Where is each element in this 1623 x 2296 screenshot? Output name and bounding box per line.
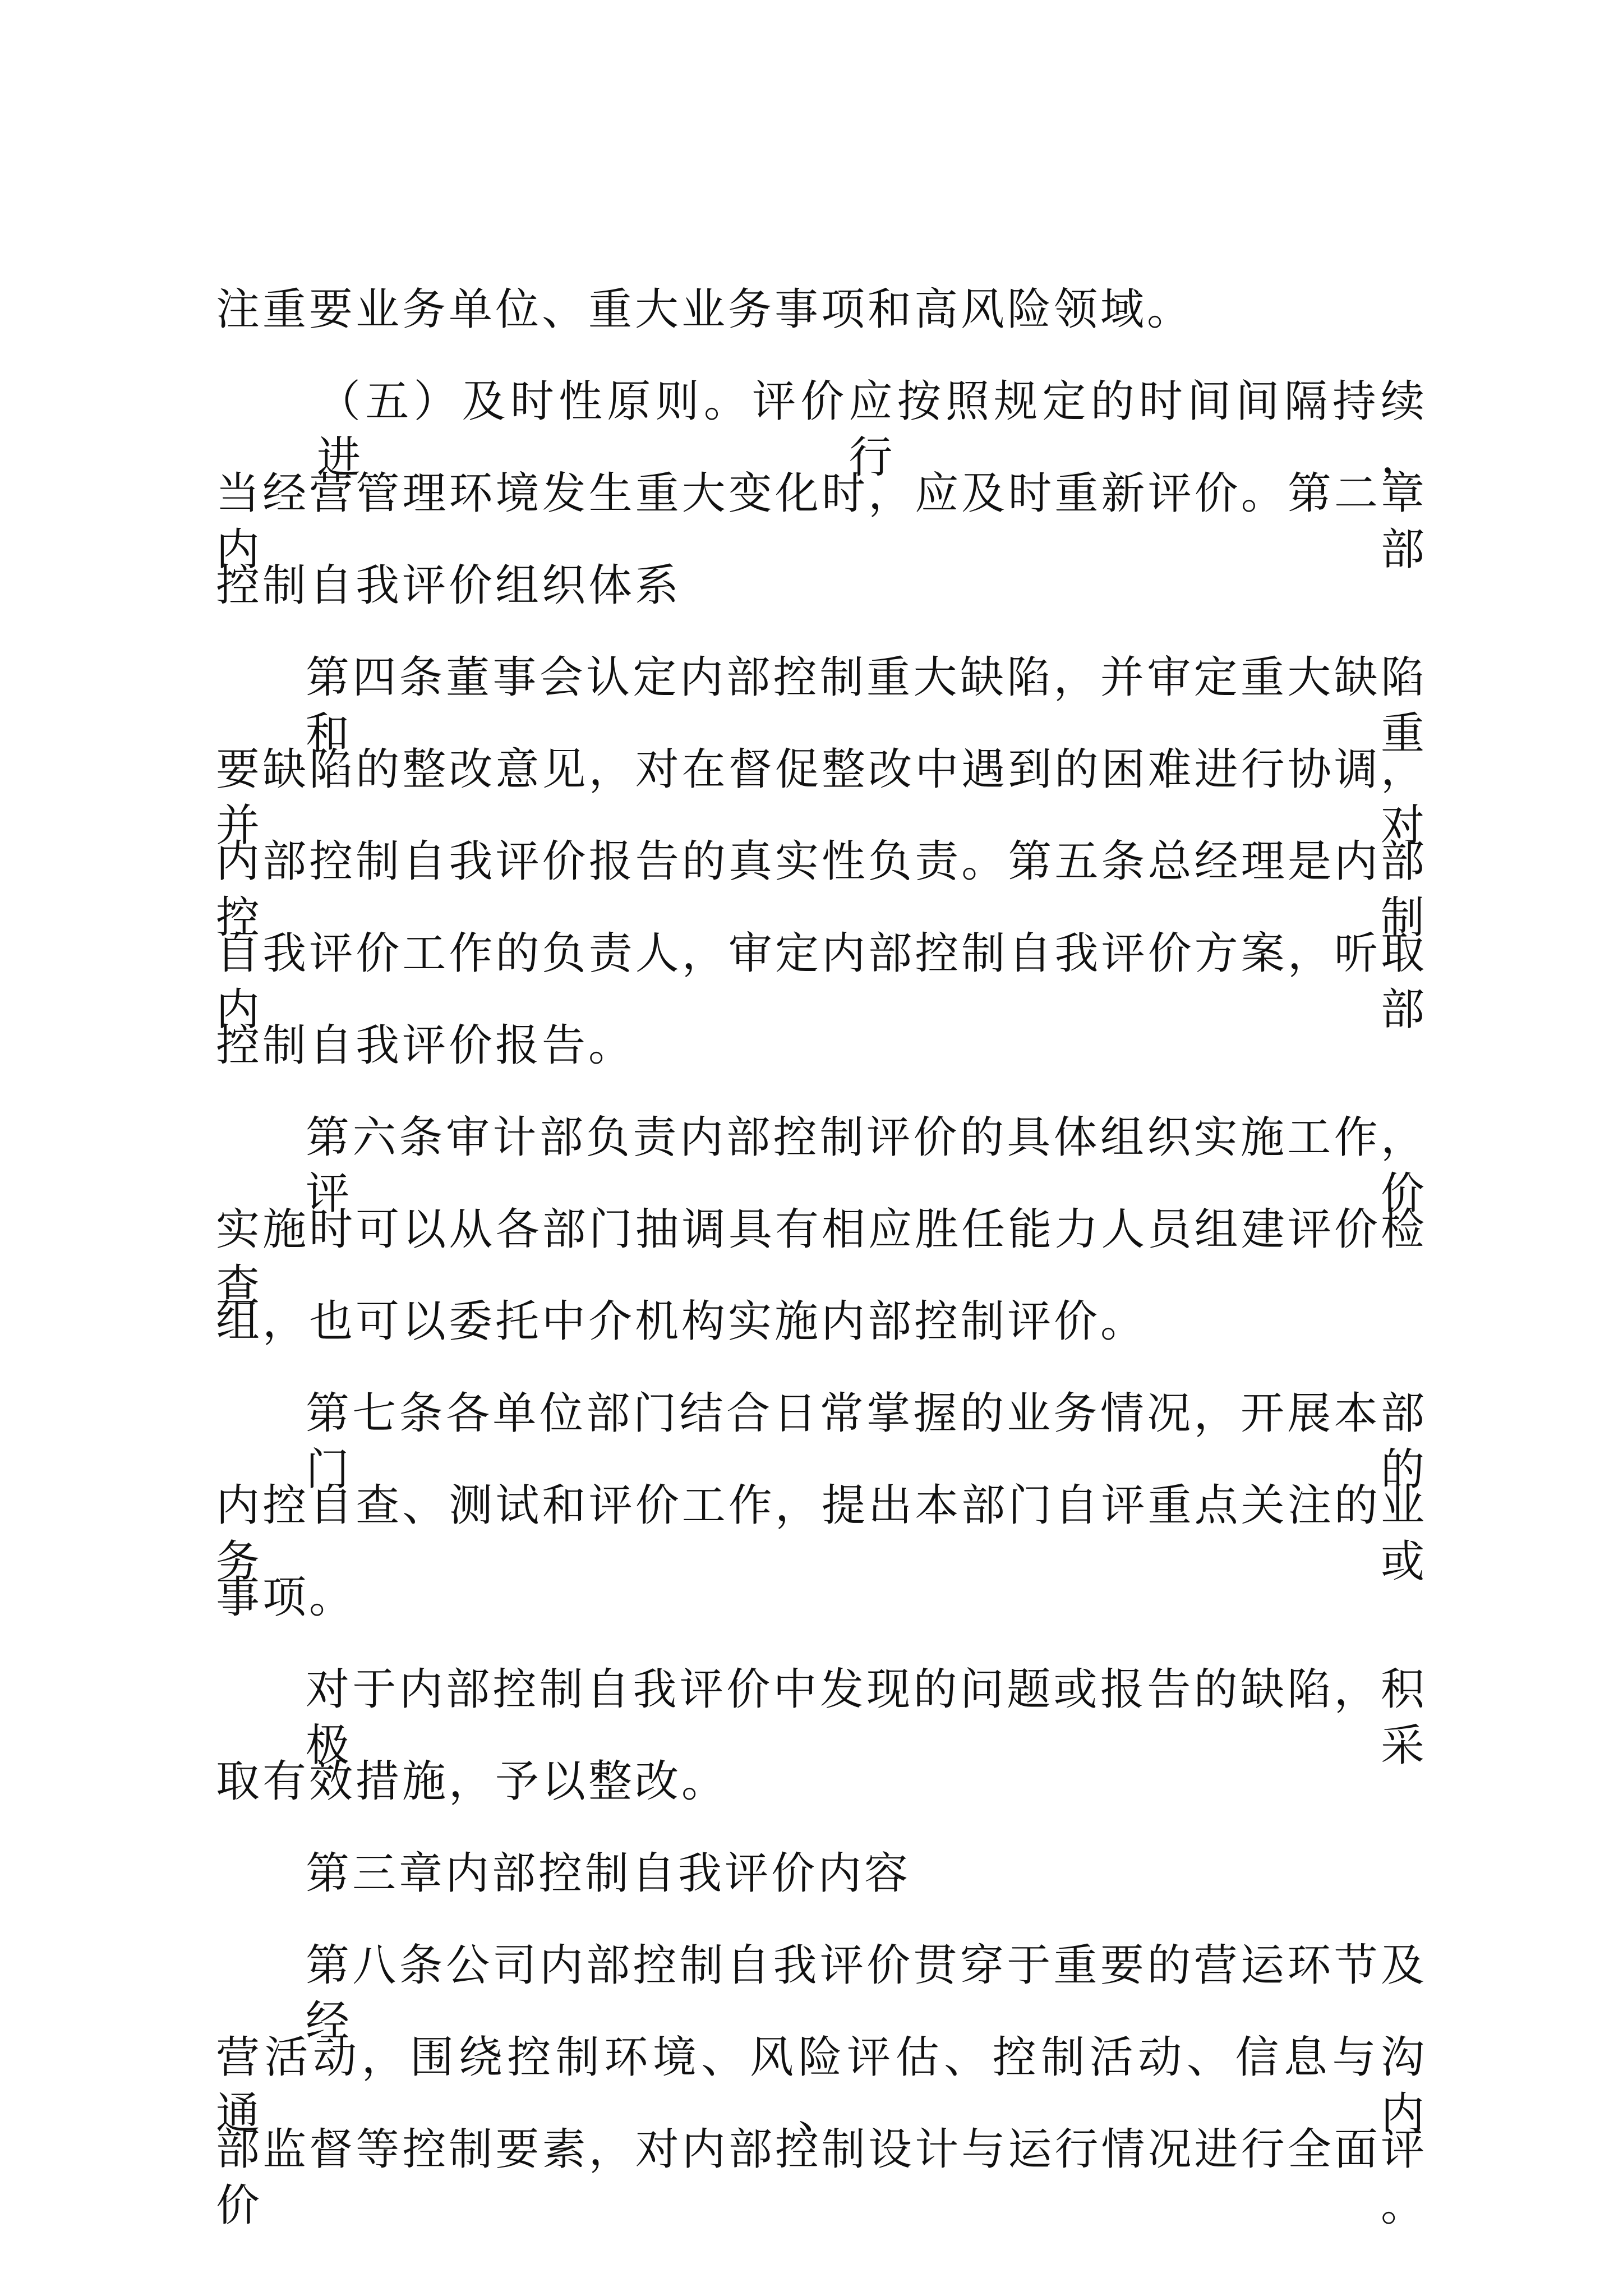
text-line-5: 第四条董事会认定内部控制重大缺陷，并审定重大缺陷和重 [306,652,1427,759]
text-line-2: （五）及时性原则。评价应按照规定的时间间隔持续进行， [317,376,1427,483]
text-line-17: 取有效措施，予以整改。 [216,1756,728,1807]
text-line-21: 部监督等控制要素，对内部控制设计与运行情况进行全面评价。 [216,2124,1427,2231]
text-line-14: 内控自查、测试和评价工作，提出本部门自评重点关注的业务或 [216,1480,1427,1587]
text-line-20: 营活动，围绕控制环境、风险评估、控制活动、信息与沟通、内 [216,2032,1427,2139]
text-line-8: 自我评价工作的负责人，审定内部控制自我评价方案，听取内部 [216,928,1427,1035]
text-line-11: 实施时可以从各部门抽调具有相应胜任能力人员组建评价检查 [216,1204,1427,1311]
text-line-7: 内部控制自我评价报告的真实性负责。第五条总经理是内部控制 [216,836,1427,943]
text-line-10: 第六条审计部负责内部控制评价的具体组织实施工作，评价 [306,1112,1427,1219]
text-line-18: 第三章内部控制自我评价内容 [306,1848,911,1899]
text-line-3: 当经营管理环境发生重大变化时，应及时重新评价。第二章内部 [216,468,1427,575]
text-line-9: 控制自我评价报告。 [216,1020,635,1071]
text-line-19: 第八条公司内部控制自我评价贯穿于重要的营运环节及经 [306,1940,1427,2047]
text-line-1: 注重要业务单位、重大业务事项和高风险领域。 [216,284,1194,335]
text-line-6: 要缺陷的整改意见，对在督促整改中遇到的困难进行协调，并对 [216,744,1427,851]
text-line-13: 第七条各单位部门结合日常掌握的业务情况，开展本部门的 [306,1388,1427,1495]
text-line-12: 组，也可以委托中介机构实施内部控制评价。 [216,1296,1147,1347]
text-line-4: 控制自我评价组织体系 [216,560,682,611]
text-line-15: 事项。 [216,1572,356,1623]
text-line-16: 对于内部控制自我评价中发现的问题或报告的缺陷，积极采 [306,1664,1427,1771]
